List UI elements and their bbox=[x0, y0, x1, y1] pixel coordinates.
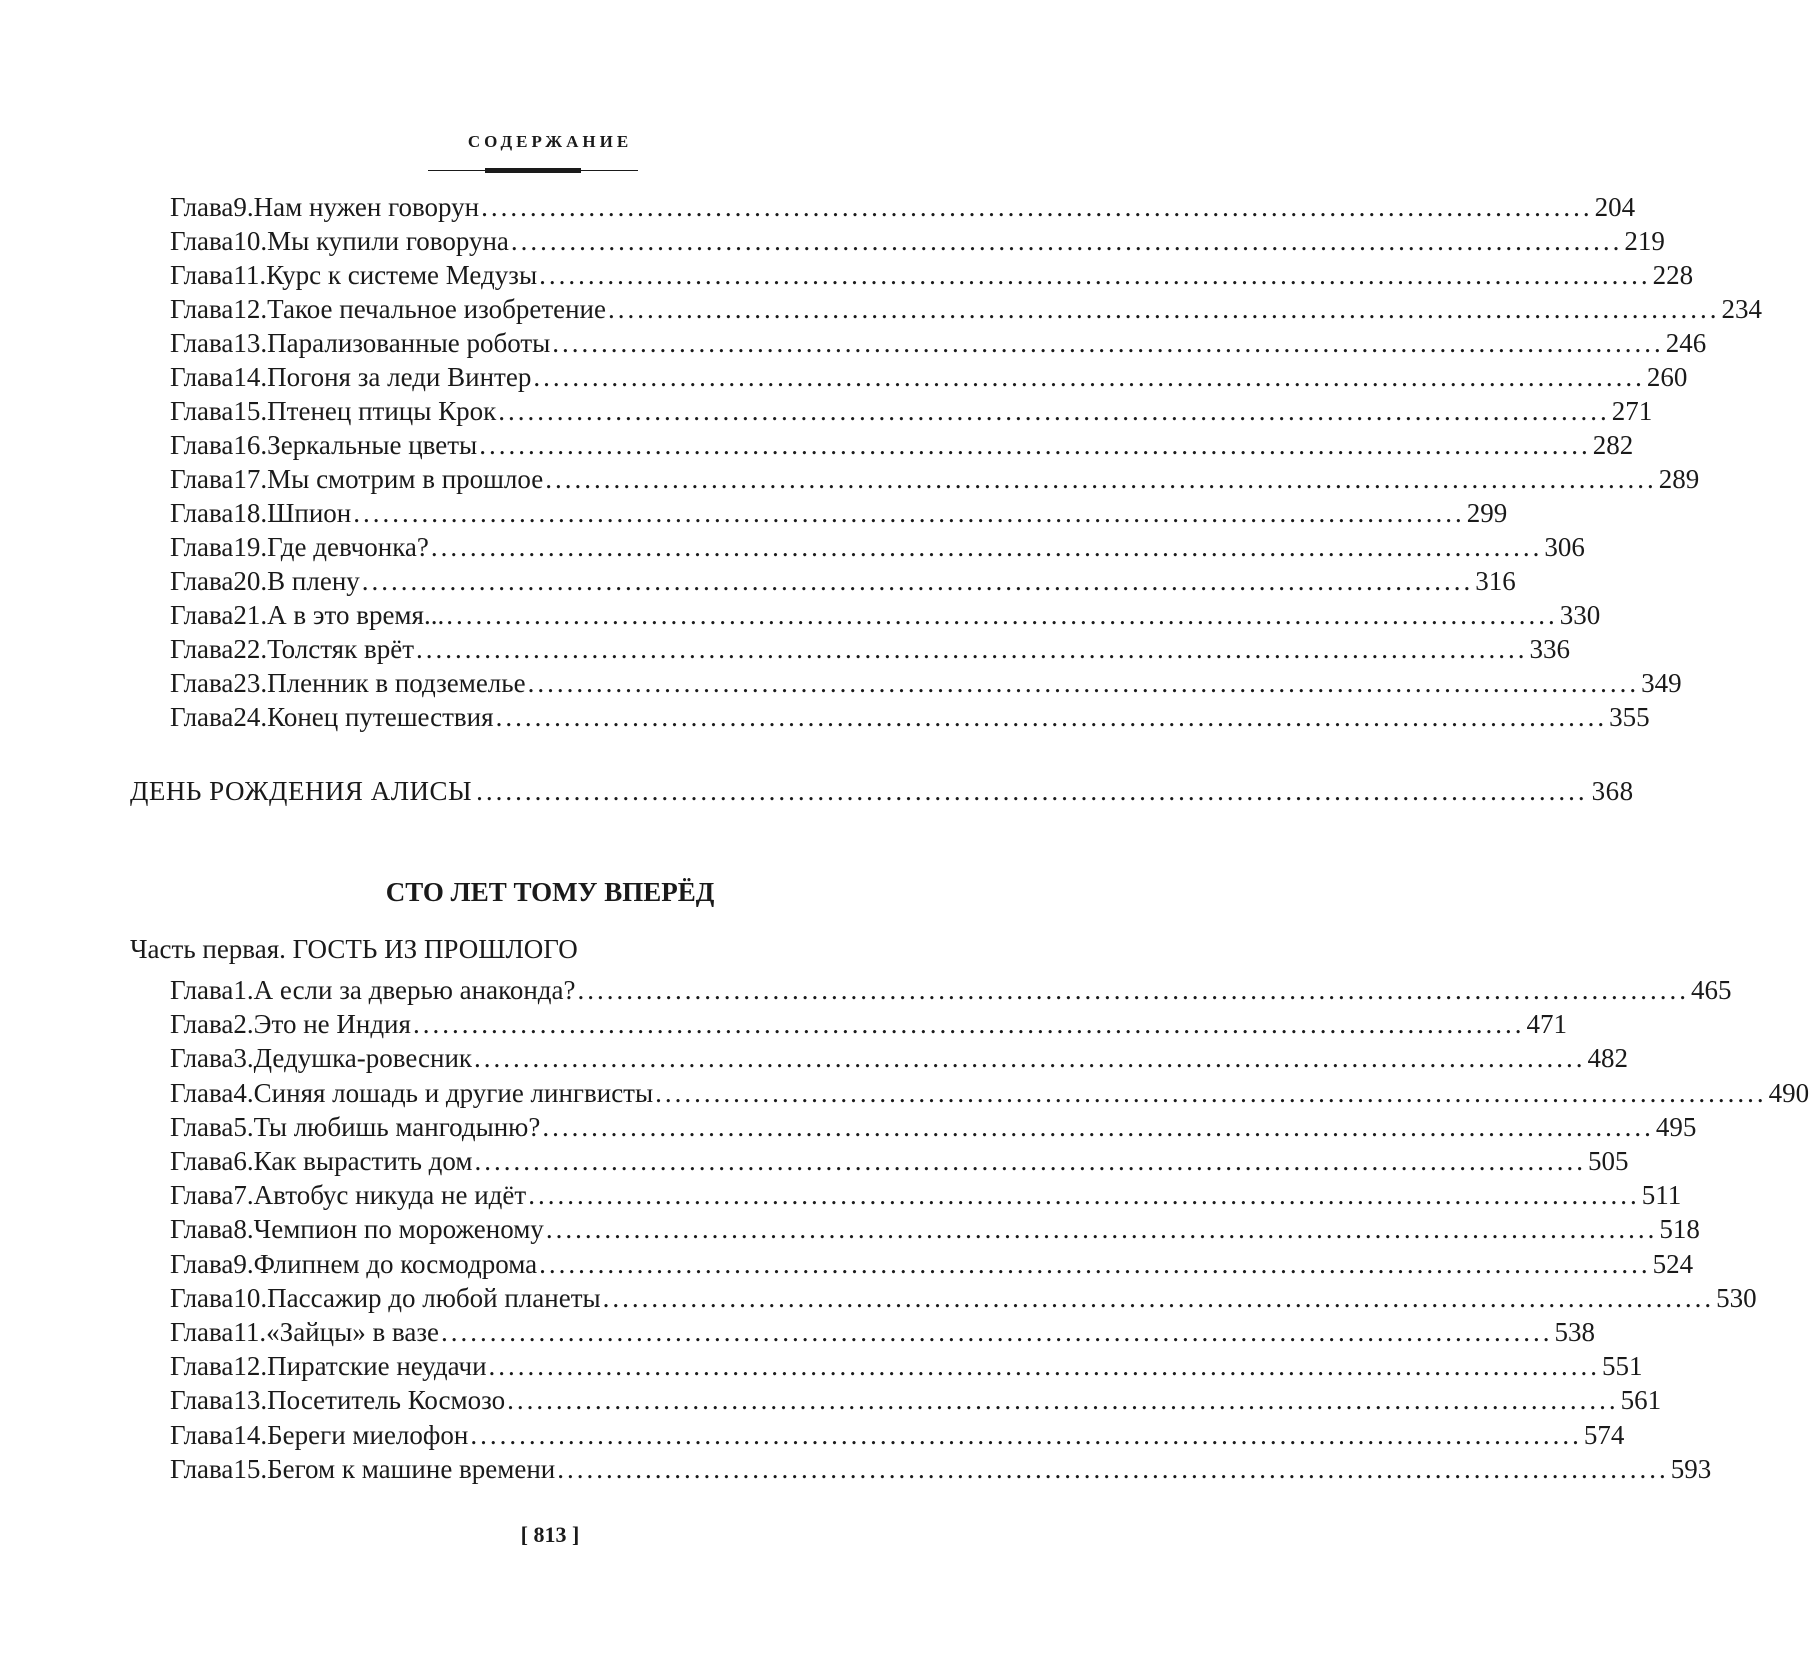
chapter-number-dot: . bbox=[260, 498, 268, 528]
chapter-number: 21 bbox=[233, 600, 261, 630]
dot-leader: .................................................................................................................. bbox=[361, 566, 1474, 596]
dot-leader: .................................................................................................................. bbox=[545, 464, 1657, 494]
chapter-word: Глава bbox=[170, 1214, 234, 1245]
dot-leader: .................................................................................................................. bbox=[552, 328, 1664, 358]
chapter-title: Пленник в подземелье bbox=[267, 668, 526, 698]
chapter-number-dot: . bbox=[260, 362, 268, 392]
chapter-word: Глава bbox=[170, 1111, 234, 1142]
chapter-word: Глава bbox=[170, 260, 234, 290]
chapter-page: 336 bbox=[1529, 634, 1570, 664]
chapter-number: 4 bbox=[233, 1077, 247, 1108]
dot-leader: .................................................................................................................. bbox=[488, 1351, 1601, 1382]
dot-leader: .................................................................................................................. bbox=[557, 1453, 1669, 1484]
chapter-word: Глава bbox=[170, 1248, 234, 1279]
chapter-word: Глава bbox=[170, 975, 234, 1005]
chapter-title: А в это время... bbox=[267, 600, 445, 630]
dot-leader: .................................................................................................................. bbox=[479, 430, 1591, 460]
toc-entry bbox=[170, 226, 1665, 260]
chapter-page: 289 bbox=[1658, 464, 1700, 494]
dot-leader: .................................................................................................................. bbox=[430, 532, 1543, 562]
chapter-word: Глава bbox=[170, 1009, 234, 1040]
chapter-word: Глава bbox=[170, 566, 234, 596]
chapter-number: 2 bbox=[233, 1009, 247, 1040]
dot-leader: .................................................................................................................. bbox=[474, 1146, 1586, 1176]
dot-leader: .................................................................................................................. bbox=[498, 396, 1610, 426]
chapter-page: 204 bbox=[1594, 192, 1636, 222]
chapter-page: 349 bbox=[1641, 668, 1682, 698]
chapter-number-dot: . bbox=[260, 1351, 268, 1382]
dot-leader: .................................................................................................................. bbox=[474, 1043, 1586, 1074]
chapter-title: Шпион bbox=[267, 498, 352, 528]
toc-entry bbox=[170, 1419, 1625, 1454]
chapter-number: 7 bbox=[233, 1180, 247, 1211]
toc-entry bbox=[170, 600, 1601, 634]
chapter-number-dot: . bbox=[246, 1009, 254, 1040]
chapter-number: 22 bbox=[233, 634, 261, 664]
toc-entry bbox=[170, 1248, 1694, 1283]
chapter-word: Глава bbox=[170, 668, 234, 698]
chapter-page: 471 bbox=[1526, 1009, 1567, 1040]
chapter-number-dot: . bbox=[260, 702, 268, 732]
chapter-number-dot: . bbox=[260, 634, 268, 664]
chapter-number-dot: . bbox=[259, 1317, 267, 1347]
chapter-title: Бегом к машине времени bbox=[267, 1453, 556, 1484]
chapter-page: 593 bbox=[1670, 1453, 1712, 1484]
chapter-number-dot: . bbox=[260, 532, 268, 562]
chapter-number: 18 bbox=[233, 498, 261, 528]
chapter-number: 6 bbox=[233, 1146, 247, 1176]
chapter-title: Автобус никуда не идёт bbox=[253, 1180, 527, 1211]
chapter-word: Глава bbox=[170, 1146, 234, 1176]
chapter-title: А если за дверью анаконда? bbox=[253, 975, 576, 1005]
toc-entry bbox=[170, 362, 1688, 396]
chapter-number: 12 bbox=[233, 1351, 261, 1382]
dot-leader: .................................................................................................................. bbox=[528, 1180, 1640, 1211]
chapter-title: Посетитель Космозо bbox=[267, 1385, 506, 1416]
chapter-word: Глава bbox=[170, 430, 234, 460]
chapter-number-dot: . bbox=[246, 975, 254, 1005]
chapter-number: 11 bbox=[233, 1317, 260, 1347]
chapter-number: 5 bbox=[233, 1111, 247, 1142]
chapter-word: Глава bbox=[170, 1317, 234, 1347]
chapter-word: Глава bbox=[170, 1453, 234, 1484]
toc-entry bbox=[170, 430, 1634, 464]
dot-leader: .................................................................................................................. bbox=[539, 260, 1651, 290]
toc-entry bbox=[170, 1043, 1629, 1077]
dot-leader: .................................................................................................................. bbox=[476, 776, 1588, 806]
chapter-word: Глава bbox=[170, 328, 234, 358]
dot-leader: .................................................................................................................. bbox=[533, 362, 1645, 392]
chapter-page: 260 bbox=[1646, 362, 1688, 392]
chapter-word: Глава bbox=[170, 294, 234, 324]
chapter-number: 8 bbox=[233, 1214, 247, 1245]
toc-entry bbox=[170, 192, 1636, 226]
dot-leader: .................................................................................................................. bbox=[545, 1214, 1658, 1245]
chapter-number: 14 bbox=[233, 362, 261, 392]
chapter-number-dot: . bbox=[260, 464, 268, 494]
chapter-page: 271 bbox=[1611, 396, 1653, 426]
chapter-number: 9 bbox=[233, 192, 247, 222]
chapter-number-dot: . bbox=[260, 1282, 268, 1313]
chapter-number: 1 bbox=[233, 975, 247, 1005]
dot-leader: .................................................................................................................. bbox=[510, 226, 1623, 256]
header-ornament-rule bbox=[428, 168, 638, 173]
section-entry-title: ДЕНЬ РОЖДЕНИЯ АЛИСЫ bbox=[130, 776, 473, 806]
chapter-title: Пиратские неудачи bbox=[267, 1351, 487, 1382]
toc-entry bbox=[170, 668, 1682, 702]
toc-entry bbox=[170, 532, 1585, 566]
dot-leader: .................................................................................................................. bbox=[470, 1419, 1582, 1450]
chapter-title: Где девчонка? bbox=[267, 532, 429, 562]
chapter-page: 219 bbox=[1624, 226, 1665, 256]
chapter-number-dot: . bbox=[260, 226, 268, 256]
chapter-word: Глава bbox=[170, 396, 234, 426]
chapter-number: 17 bbox=[233, 464, 261, 494]
chapter-page: 465 bbox=[1691, 975, 1732, 1005]
dot-leader: .................................................................................................................. bbox=[608, 294, 1720, 324]
toc-entry bbox=[170, 1146, 1629, 1180]
toc-entry bbox=[170, 464, 1700, 498]
ornament-thick-bar bbox=[485, 168, 581, 173]
chapter-page: 228 bbox=[1652, 260, 1694, 290]
chapter-word: Глава bbox=[170, 1419, 234, 1450]
chapter-word: Глава bbox=[170, 1385, 234, 1416]
work-title: СТО ЛЕТ ТОМУ ВПЕРЁД bbox=[385, 877, 715, 907]
chapter-page: 505 bbox=[1587, 1146, 1629, 1176]
chapter-number-dot: . bbox=[246, 1111, 254, 1142]
chapter-page: 524 bbox=[1652, 1248, 1694, 1279]
chapter-title: Зеркальные цветы bbox=[267, 430, 478, 460]
chapter-number-dot: . bbox=[260, 566, 268, 596]
chapter-title: Такое печальное изобретение bbox=[267, 294, 606, 324]
dot-leader: .................................................................................................................. bbox=[507, 1385, 1619, 1416]
chapter-title: Береги миелофон bbox=[267, 1419, 469, 1450]
chapter-number-dot: . bbox=[260, 328, 268, 358]
chapter-number-dot: . bbox=[246, 1214, 254, 1245]
chapter-page: 306 bbox=[1544, 532, 1585, 562]
chapter-page: 282 bbox=[1592, 430, 1634, 460]
chapter-page: 551 bbox=[1602, 1351, 1643, 1382]
chapter-number-dot: . bbox=[260, 600, 268, 630]
toc-entry bbox=[170, 294, 1762, 328]
section-entry bbox=[130, 776, 1634, 812]
chapter-page: 355 bbox=[1609, 702, 1650, 732]
chapter-word: Глава bbox=[170, 532, 234, 562]
chapter-number-dot: . bbox=[246, 1043, 254, 1074]
chapter-page: 511 bbox=[1641, 1180, 1682, 1211]
toc-entry bbox=[170, 634, 1570, 668]
toc-entry bbox=[170, 498, 1508, 532]
chapter-number: 24 bbox=[233, 702, 261, 732]
chapter-number: 12 bbox=[233, 294, 261, 324]
chapter-title: Чемпион по мороженому bbox=[253, 1214, 544, 1245]
chapter-title: Дедушка-ровесник bbox=[253, 1043, 473, 1074]
dot-leader: .................................................................................................................. bbox=[481, 192, 1593, 222]
dot-leader: .................................................................................................................. bbox=[527, 668, 1640, 698]
dot-leader: .................................................................................................................. bbox=[655, 1077, 1767, 1108]
chapter-word: Глава bbox=[170, 464, 234, 494]
chapter-number-dot: . bbox=[260, 430, 268, 460]
chapter-number-dot: . bbox=[260, 1385, 268, 1416]
chapter-title: Нам нужен говорун bbox=[253, 192, 480, 222]
chapter-number: 19 bbox=[233, 532, 261, 562]
dot-leader: .................................................................................................................. bbox=[353, 498, 1465, 528]
chapter-page: 518 bbox=[1659, 1214, 1700, 1245]
chapter-title: Мы смотрим в прошлое bbox=[267, 464, 544, 494]
chapter-number: 23 bbox=[233, 668, 261, 698]
chapter-title: Погоня за леди Винтер bbox=[267, 362, 532, 392]
chapter-number: 15 bbox=[233, 1453, 261, 1484]
toc-entry bbox=[170, 1214, 1700, 1248]
chapter-page: 330 bbox=[1559, 600, 1601, 630]
toc-entry bbox=[170, 1453, 1712, 1488]
chapter-number: 13 bbox=[233, 328, 261, 358]
chapter-word: Глава bbox=[170, 634, 234, 664]
dot-leader: .................................................................................................................. bbox=[416, 634, 1528, 664]
page-number: [ 813 ] bbox=[520, 1522, 580, 1547]
chapter-number: 15 bbox=[233, 396, 261, 426]
toc-entry bbox=[170, 975, 1732, 1009]
chapter-title: Мы купили говоруна bbox=[267, 226, 509, 256]
dot-leader: .................................................................................................................. bbox=[542, 1111, 1654, 1142]
chapter-page: 234 bbox=[1721, 294, 1762, 324]
chapter-title: Толстяк врёт bbox=[267, 634, 414, 664]
chapter-title: Синяя лошадь и другие лингвисты bbox=[253, 1077, 654, 1108]
chapter-number-dot: . bbox=[259, 260, 267, 290]
chapter-word: Глава bbox=[170, 1077, 234, 1108]
chapter-title: Курс к системе Медузы bbox=[266, 260, 538, 290]
dot-leader: .................................................................................................................. bbox=[441, 1317, 1553, 1347]
chapter-title: В плену bbox=[267, 566, 360, 596]
chapter-number: 13 bbox=[233, 1385, 261, 1416]
chapter-number: 14 bbox=[233, 1419, 261, 1450]
chapter-page: 561 bbox=[1620, 1385, 1662, 1416]
chapter-word: Глава bbox=[170, 600, 234, 630]
chapter-number-dot: . bbox=[260, 396, 268, 426]
chapter-number: 10 bbox=[233, 226, 261, 256]
chapter-page: 495 bbox=[1655, 1111, 1697, 1142]
chapter-word: Глава bbox=[170, 1043, 234, 1074]
chapter-title: Парализованные роботы bbox=[267, 328, 551, 358]
dot-leader: .................................................................................................................. bbox=[412, 1009, 1525, 1040]
chapter-page: 299 bbox=[1466, 498, 1508, 528]
chapter-word: Глава bbox=[170, 498, 234, 528]
section-entry-page: 368 bbox=[1591, 776, 1634, 806]
dot-leader: .................................................................................................................. bbox=[495, 702, 1608, 732]
toc-entry bbox=[170, 1317, 1595, 1351]
toc-entry bbox=[170, 260, 1694, 294]
chapter-number-dot: . bbox=[246, 1146, 254, 1176]
toc-entry bbox=[170, 1351, 1643, 1385]
chapter-title: Как вырастить дом bbox=[253, 1146, 473, 1176]
chapter-number-dot: . bbox=[260, 1453, 268, 1484]
chapter-number: 16 bbox=[233, 430, 261, 460]
toc-entry bbox=[170, 1385, 1662, 1419]
toc-entry bbox=[170, 1077, 1809, 1112]
chapter-title: Конец путешествия bbox=[267, 702, 494, 732]
chapter-page: 246 bbox=[1665, 328, 1707, 358]
chapter-word: Глава bbox=[170, 226, 234, 256]
toc-entry bbox=[170, 328, 1707, 362]
toc-entry bbox=[170, 1282, 1757, 1317]
chapter-title: Флипнем до космодрома bbox=[253, 1248, 538, 1279]
chapter-page: 316 bbox=[1475, 566, 1516, 596]
chapter-title: Пассажир до любой планеты bbox=[267, 1282, 601, 1313]
chapter-number-dot: . bbox=[260, 1419, 268, 1450]
chapter-title: Птенец птицы Крок bbox=[267, 396, 497, 426]
chapter-number: 11 bbox=[233, 260, 260, 290]
chapter-word: Глава bbox=[170, 192, 234, 222]
toc-entry bbox=[170, 1111, 1697, 1146]
chapter-title: «Зайцы» в вазе bbox=[266, 1317, 439, 1347]
chapter-word: Глава bbox=[170, 362, 234, 392]
chapter-number-dot: . bbox=[260, 294, 268, 324]
part-title: Часть первая. ГОСТЬ ИЗ ПРОШЛОГО bbox=[130, 934, 578, 964]
toc-entry bbox=[170, 702, 1650, 736]
chapter-page: 538 bbox=[1554, 1317, 1595, 1347]
toc-entry bbox=[170, 1009, 1567, 1043]
dot-leader: .................................................................................................................. bbox=[602, 1282, 1715, 1313]
toc-entry bbox=[170, 396, 1653, 430]
chapter-word: Глава bbox=[170, 702, 234, 732]
chapter-page: 530 bbox=[1716, 1282, 1757, 1313]
chapter-word: Глава bbox=[170, 1351, 234, 1382]
chapter-number-dot: . bbox=[246, 192, 254, 222]
toc-entry bbox=[170, 566, 1516, 600]
chapter-number: 3 bbox=[233, 1043, 247, 1074]
dot-leader: .................................................................................................................. bbox=[446, 600, 1558, 630]
chapter-page: 490 bbox=[1768, 1077, 1809, 1108]
chapter-number: 9 bbox=[233, 1248, 247, 1279]
toc-entry bbox=[170, 1180, 1682, 1214]
chapter-title: Это не Индия bbox=[253, 1009, 411, 1040]
chapter-word: Глава bbox=[170, 1180, 234, 1211]
chapter-title: Ты любишь мангодыню? bbox=[253, 1111, 541, 1142]
dot-leader: .................................................................................................................. bbox=[539, 1248, 1651, 1279]
chapter-word: Глава bbox=[170, 1282, 234, 1313]
chapter-number-dot: . bbox=[260, 668, 268, 698]
chapter-page: 482 bbox=[1587, 1043, 1629, 1074]
dot-leader: .................................................................................................................. bbox=[577, 975, 1689, 1005]
running-head: СОДЕРЖАНИЕ bbox=[467, 132, 633, 151]
chapter-number-dot: . bbox=[246, 1180, 254, 1211]
chapter-page: 574 bbox=[1583, 1419, 1625, 1450]
chapter-number-dot: . bbox=[246, 1248, 254, 1279]
chapter-number: 10 bbox=[233, 1282, 261, 1313]
chapter-number: 20 bbox=[233, 566, 261, 596]
chapter-number-dot: . bbox=[246, 1077, 254, 1108]
